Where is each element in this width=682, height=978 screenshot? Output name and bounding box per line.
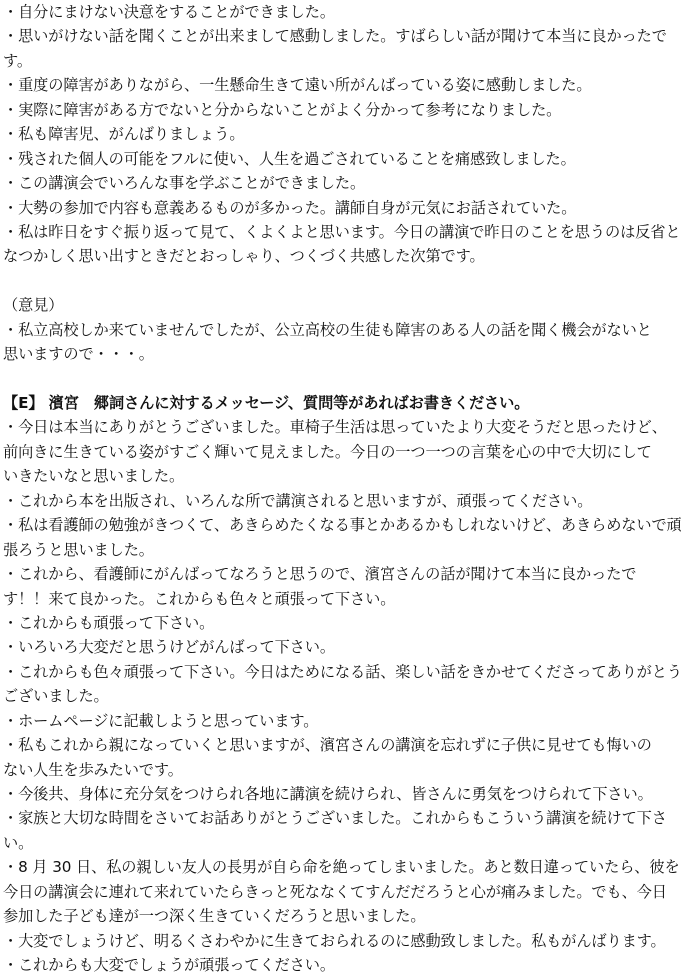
text-line: い。 [3,833,34,852]
text-line: ・大変でしょうけど、明るくさわやかに生きておられるのに感動致しました。私もがんばります。 [3,931,666,950]
text-line: ・家族と大切な時間をさいてお話ありがとうございました。これからもこういう講演を続けて下さ [3,809,667,828]
text-line: す。 [3,51,32,70]
text-line: ない人生を歩みたいです。 [3,760,183,779]
text-line: 今日の講演会に連れて来れていたらきっと死ななくてすんだだろうと心が痛みました。でも、今日 [3,882,667,901]
text-line: ・私は昨日をすぐ振り返って見て、くよくよと思います。今日の講演で昨日のことを思うのは反省と [3,222,681,241]
blank-line [3,367,598,391]
text-line: 張ろうと思いました。 [3,540,154,559]
text-line: ・これから、看護師にがんばってなろうと思うので、濱宮さんの話が聞けて本当に良かったで [3,565,637,584]
text-line: ・私立高校しか来ていませんでしたが、公立高校の生徒も障害のある人の話を聞く機会がないと [3,320,652,339]
text-line: ・残された個人の可能をフルに使い、人生を過ごされていることを痛感致しました。 [3,149,576,168]
text-line: ・いろいろ大変だと思うけどがんばって下さい。 [3,638,335,657]
text-line: いきたいなと思いました。 [3,467,185,486]
text-line: ・思いがけない話を聞くことが出来まして感動しました。すばらしい話が聞けて本当に良かったで [3,27,667,46]
text-line: なつかしく思い出すときだとおっしゃり、つくづく共感した次第です。 [3,247,485,266]
text-line: ・この講演会でいろんな事を学ぶことができました。 [3,174,366,193]
text-line: ・重度の障害がありながら、一生懸命生きて遠い所がんばっている姿に感動しました。 [3,76,592,95]
section-heading-opinion: （意見） [3,296,64,315]
text-line: 前向きに生きている姿がすごく輝いて見えました。今日の一つ一つの言葉を心の中で大切にして [3,442,652,461]
text-line: ・ホームページに記載しようと思っています。 [3,711,319,730]
text-line: ・私もこれから親になっていくと思いますが、濱宮さんの講演を忘れずに子供に見せても悔いの [3,736,652,755]
text-line: ・これからも大変でしょうが頑張ってください。 [3,956,335,975]
section-heading-messages: 【E】 濱宮 郷詞さんに対するメッセージ、質問等があればお書きください。 [3,394,530,412]
text-line: ・実際に障害がある方でないと分からないことがよく分かって参考になりました。 [3,100,562,119]
text-line: ・大勢の参加で内容も意義あるものが多かった。講師自身が元気にお話されていた。 [3,198,577,217]
text-line: ・今後共、身体に充分気をつけられ各地に講演を続けられ、皆さんに勇気をつけられて下さい。 [3,785,653,803]
text-line: 参加した子ども達が一つ深く生きていくだろうと思いました。 [3,907,426,926]
text-line: ・これからも色々頑張って下さい。今日はためになる話、楽しい話をきかせてくださってありがとう [3,662,682,681]
text-line: ・私は看護師の勉強がきつくて、あきらめたくなる事とかあるかもしれないけど、あきらめないで頑 [3,516,682,535]
text-line: ・私も障害児、がんばりましょう。 [3,125,245,144]
text-line: ・これからも頑張って下さい。 [3,613,215,632]
text-line: ・今日は本当にありがとうございました。車椅子生活は思っていたより大変そうだと思ったけど、 [3,418,667,437]
text-line: ・これから本を出版され、いろんな所で講演されると思いますが、頑張ってください。 [3,491,593,510]
text-line: ・自分にまけない決意をすることができました。 [3,3,335,21]
blank-line [3,269,598,293]
text-line: す！！来て良かった。これからも色々と頑張って下さい。 [3,589,396,608]
text-line: ・8 月 30 日、私の親しい友人の長男が自ら命を絶ってしまいました。あと数日違っていたら、彼を [3,858,680,877]
text-line: 思いますので・・・。 [3,345,154,364]
text-line: ございました。 [3,687,109,706]
